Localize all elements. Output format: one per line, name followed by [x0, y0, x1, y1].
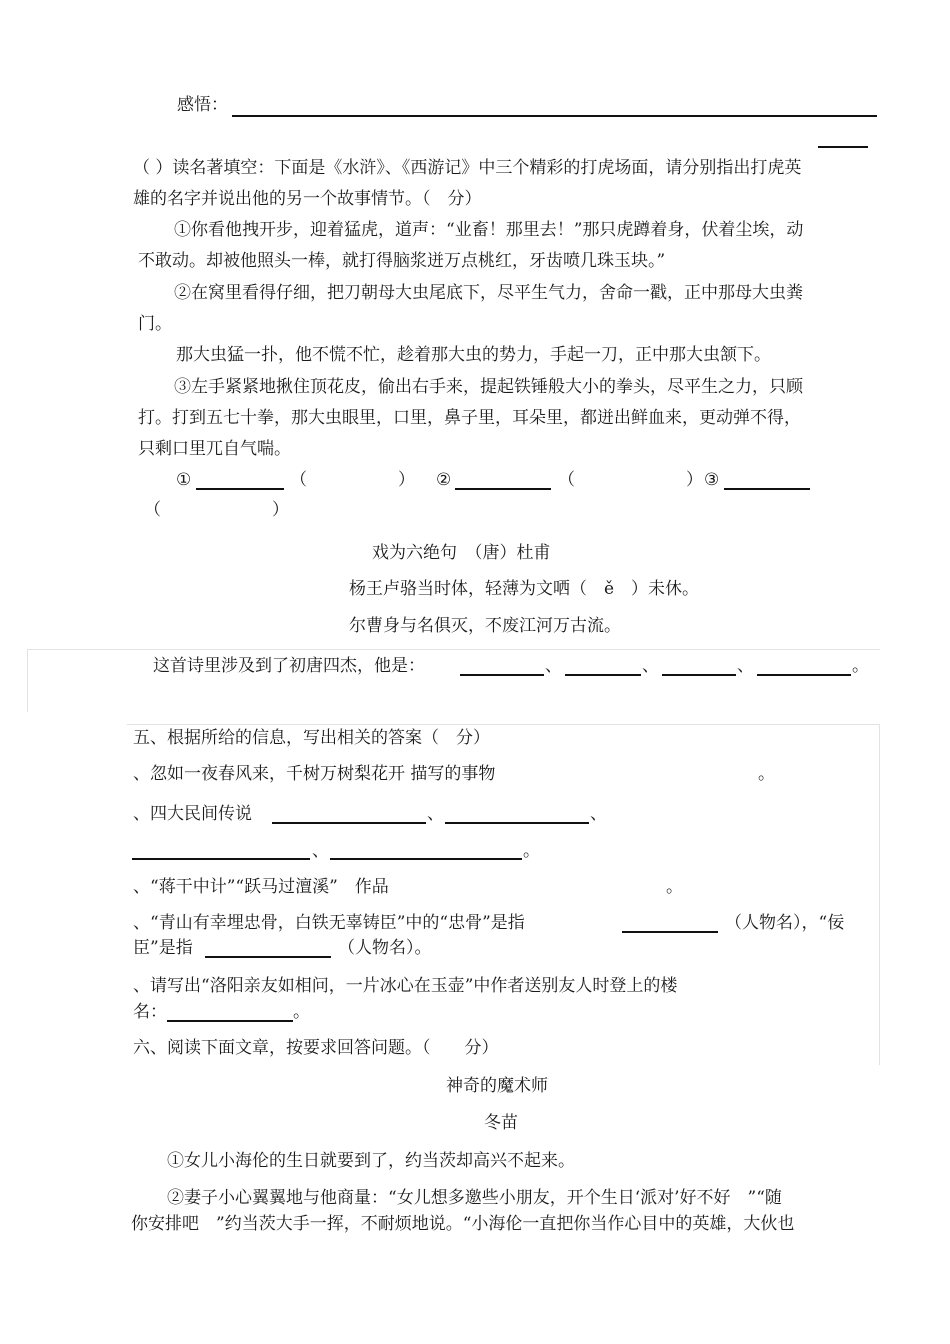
- q5-text-a: 、请写出“洛阳亲友如相问，一片冰心在玉壶”中作者送别友人时登上的楼: [133, 976, 678, 996]
- poem-question: 这首诗里涉及到了初唐四杰，他是：: [153, 656, 425, 676]
- tower-blank[interactable]: [167, 1020, 293, 1022]
- section-five-title: 五、根据所给的信息，写出相关的答案（ 分）: [133, 728, 490, 748]
- legend-blank-4[interactable]: [330, 858, 522, 860]
- article-para-2-line1: ②妻子小心翼翼地与他商量：“女儿想多邀些小朋友，开个生日‘派对’好不好 ”“随: [167, 1188, 782, 1208]
- jie-blank-1[interactable]: [460, 674, 544, 676]
- answer-paren-close-1: ）: [398, 470, 415, 490]
- answer-blank-2[interactable]: [455, 488, 551, 490]
- q3-end: 。: [666, 877, 683, 897]
- answer-label-2: ②: [436, 470, 452, 490]
- poem-title: 戏为六绝句 （唐）杜甫: [372, 543, 551, 563]
- q4-text-a: 、“青山有幸埋忠骨，白铁无辜铸臣”中的“忠骨”是指: [133, 913, 525, 933]
- scene-2-line3: 那大虫猛一扑，他不慌不忙，趁着那大虫的势力，手起一刀，正中那大虫颔下。: [176, 345, 771, 365]
- q5-text-b: 名：: [133, 1002, 167, 1022]
- famous-books-title-line2: 雄的名字并说出他的另一个故事情节。（ 分）: [133, 189, 482, 209]
- q2-text: 、四大民间传说: [133, 804, 252, 824]
- poem-line-2: 尔曹身与名俱灭，不废江河万古流。: [349, 616, 621, 636]
- scene-3-line3: 只剩口里兀自气喘。: [138, 439, 291, 459]
- q2-sep-1: 、: [427, 804, 444, 824]
- famous-books-title-line1: （ ）读名著填空：下面是《水浒》、《西游记》中三个精彩的打虎场面，请分别指出打虎英: [133, 158, 802, 178]
- ganwu-label: 感悟：: [177, 95, 228, 115]
- poem-end: 。: [852, 656, 869, 676]
- loyal-bone-blank[interactable]: [622, 931, 718, 933]
- answer-paren-close-2: ）: [686, 470, 703, 490]
- jie-blank-4[interactable]: [757, 674, 851, 676]
- scene-1-line1: ①你看他拽开步，迎着猛虎，道声：“业畜！那里去！”那只虎蹲着身，伏着尘埃，动: [174, 220, 804, 240]
- q1-end: 。: [758, 764, 775, 784]
- answer-blank-3[interactable]: [724, 488, 810, 490]
- q4-text-d: （人物名）。: [338, 938, 432, 958]
- section-six-title: 六、阅读下面文章，按要求回答问题。（ 分）: [133, 1038, 499, 1058]
- q4-text-c: 臣”是指: [133, 938, 193, 958]
- scene-2-line2: 门。: [138, 314, 172, 334]
- q4-text-b: （人物名），“佞: [725, 913, 845, 933]
- q3-text: 、“蒋干中计”“跃马过澶溪” 作品: [133, 877, 389, 897]
- answer-blank-1[interactable]: [196, 488, 284, 490]
- answer-paren-open-3: （: [144, 500, 161, 520]
- article-title: 神奇的魔术师: [446, 1076, 548, 1096]
- article-author: 冬苗: [484, 1113, 518, 1133]
- short-rule: [818, 146, 868, 148]
- answer-label-1: ①: [176, 470, 192, 490]
- answer-paren-open-2: （: [558, 470, 575, 490]
- jie-blank-3[interactable]: [662, 674, 736, 676]
- q2-sep-3: 、: [312, 841, 329, 861]
- legend-blank-3[interactable]: [132, 858, 310, 860]
- q5-end: 。: [293, 1002, 310, 1022]
- scene-1-line2: 不敢动。却被他照头一棒，就打得脑浆迸万点桃红，牙齿喷几珠玉块。”: [138, 251, 666, 271]
- poem-sep-2: 、: [642, 656, 659, 676]
- legend-blank-1[interactable]: [272, 822, 426, 824]
- scene-3-line1: ③左手紧紧地揪住顶花皮，偷出右手来，提起铁锤般大小的拳头，尽平生之力，只顾: [174, 377, 803, 397]
- q2-end: 。: [523, 841, 540, 861]
- poem-line-1: 杨王卢骆当时体，轻薄为文哂（ ě ）未休。: [349, 579, 700, 599]
- poem-sep-1: 、: [545, 656, 562, 676]
- q2-sep-2: 、: [590, 804, 607, 824]
- poem-sep-3: 、: [737, 656, 754, 676]
- ganwu-answer-line[interactable]: [232, 115, 877, 117]
- scene-2-line1: ②在窝里看得仔细，把刀朝母大虫尾底下，尽平生气力，舍命一戳，正中那母大虫粪: [174, 283, 803, 303]
- jie-blank-2[interactable]: [565, 674, 641, 676]
- traitor-blank[interactable]: [205, 956, 331, 958]
- answer-label-3: ③: [704, 470, 720, 490]
- answer-paren-close-3: ）: [272, 500, 289, 520]
- answer-paren-open-1: （: [290, 470, 307, 490]
- article-para-2-line2: 你安排吧 ”约当茨大手一挥，不耐烦地说。“小海伦一直把你当作心目中的英雄，大伙也: [131, 1214, 795, 1234]
- legend-blank-2[interactable]: [445, 822, 589, 824]
- q1-text: 、忽如一夜春风来，千树万树梨花开 描写的事物: [133, 764, 496, 784]
- scene-3-line2: 打。打到五七十拳，那大虫眼里，口里，鼻子里，耳朵里，都迸出鲜血来，更动弹不得，: [138, 408, 801, 428]
- article-para-1: ①女儿小海伦的生日就要到了，约当茨却高兴不起来。: [167, 1151, 575, 1171]
